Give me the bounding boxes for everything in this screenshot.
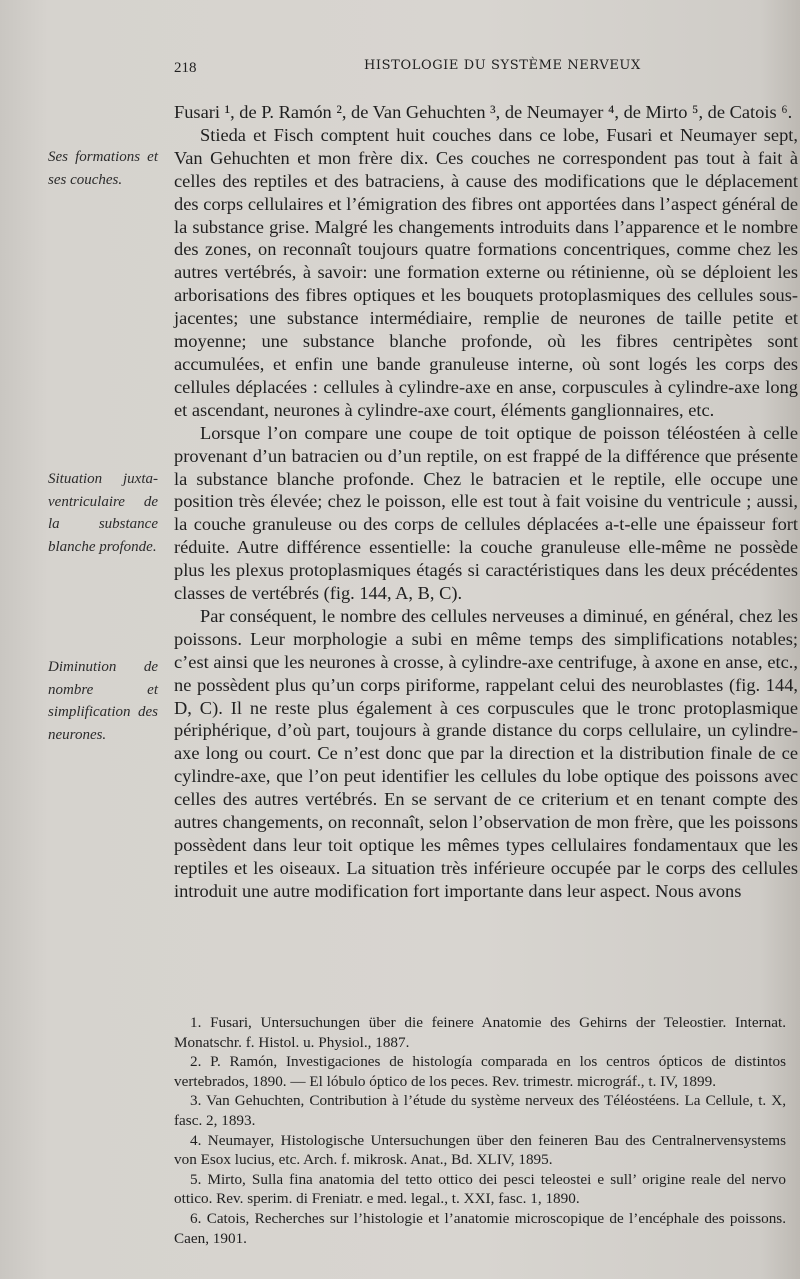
footnote-5: 5. Mirto, Sulla fina anatomia del tetto ottico dei pesci teleostei e sull’ origine reale del nervo ottico. Rev. sperim. di Freniatr. e med. legal., t. XXI, fasc. 1, 1890. — [174, 1170, 786, 1208]
margin-note-situation: Situation juxta-ventriculaire de la substance blanche profonde. — [48, 471, 158, 555]
footnote-2: 2. P. Ramón, Investigaciones de histología comparada en los centros ópticos de distintos vertebrados, 1890. — El lóbulo óptico de los peces. Rev. trimestr. micrográf., t. IV, 1899. — [174, 1053, 786, 1090]
footnote-4: 4. Neumayer, Histologische Untersuchungen über den feineren Bau des Centralnervensystems von Esox lucius, etc. Arch. f. mikrosk. Anat., Bd. XLIV, 1895. — [174, 1131, 786, 1169]
margin-note-formations: Ses formations et ses couches. — [48, 149, 158, 188]
page-number: 218 — [174, 60, 197, 76]
footnotes — [174, 1013, 786, 1248]
footnote-6: 6. Catois, Recherches sur l’histologie et l’anatomie microscopique de l’encéphale des poissons. Caen, 1901. — [174, 1209, 786, 1247]
main-text — [174, 101, 798, 903]
paragraph-consequence: Par conséquent, le nombre des cellules nerveuses a diminué, en général, chez les poissons. Leur morphologie a subi en même temps des simplifications notables; c’est ainsi que les neurones à crosse, à cylindre-axe centrifuge, à axone en anse, etc., ne possèdent plus qu’un corps piriforme, rappelant celui des neuroblastes (fig. 144, D, C). Il ne reste plus également à ces corpuscules que le tronc protoplasmique périphérique, d’où part, toujours à grande distance du corps cellulaire, un cylindre-axe long ou court. Ce n’est donc que par la direction et la distribution finale de ce cylindre-axe, que l’on peut identifier les cellules du lobe optique des poissons avec celles des autres vertébrés. En se servant de ce criterium et en tenant compte des autres changements, on reconnaît, selon l’observation de mon frère, que les poissons possèdent dans leur toit optique les mêmes types cellulaires fondamentaux que les reptiles et les oiseaux. La situation très inférieure occupée par le corps des cellules introduit une autre modification fort importante dans leur aspect. Nous avons — [174, 605, 798, 901]
paragraph-comparaison: Lorsque l’on compare une coupe de toit optique de poisson téléostéen à celle provenant d’un batracien ou d’un reptile, on est frappé de la différence que présente la substance blanche profonde. Chez le batracien et le reptile, elle occupe une position très élevée; chez le poisson, elle est tout à fait voisine du ventricule ; aussi, la couche granuleuse ou des corps de cellules déplacées a-t-elle une épaisseur fort réduite. Autre différence essentielle: la couche granuleuse elle-même ne possède plus les plexus protoplasmiques étagés si caractéristiques dans les deux précédentes classes de vertébrés (fig. 144, A, B, C). — [174, 422, 798, 604]
page-header — [0, 58, 800, 80]
footnote-1: 1. Fusari, Untersuchungen über die feinere Anatomie des Gehirns der Teleostier. Internat. Monatschr. f. Histol. u. Physiol., 1887. — [174, 1014, 786, 1051]
footnote-3: 3. Van Gehuchten, Contribution à l’étude du système nerveux des Téléostéens. La Cellule, t. X, fasc. 2, 1893. — [174, 1092, 786, 1129]
running-title: HISTOLOGIE DU SYSTÈME NERVEUX — [364, 58, 641, 73]
margin-note-diminution: Diminution de nombre et simplification des neurones. — [48, 659, 158, 743]
paragraph-couches: Stieda et Fisch comptent huit couches dans ce lobe, Fusari et Neumayer sept, Van Gehuchten et mon frère dix. Ces couches ne correspondent pas tout à fait à celles des reptiles et des batraciens, à cause des modifications que le déplacement des corps cellulaires et l’émigration des fibres ont apportées dans l’aspect général de la substance grise. Malgré les changements introduits dans l’apparence et le nombre des zones, on reconnaît toujours quatre formations concentriques, comme chez les autres vertébrés, à savoir: une formation externe ou rétinienne, où se déploient les arborisations des fibres optiques et les bouquets protoplasmiques des cellules sous-jacentes; une substance intermédiaire, remplie de neurones de taille petite et moyenne; une substance blanche profonde, où les fibres centripètes sont accumulées, et enfin une bande granuleuse interne, où sont logés les corps des cellules déplacées : cellules à cylindre-axe en anse, corpuscules à cylindre-axe long et ascendant, neurones à cylindre-axe court, éléments ganglionnaires, etc. — [174, 124, 798, 420]
paragraph-intro: Fusari ¹, de P. Ramón ², de Van Gehuchten ³, de Neumayer ⁴, de Mirto ⁵, de Catois ⁶. — [174, 102, 793, 122]
